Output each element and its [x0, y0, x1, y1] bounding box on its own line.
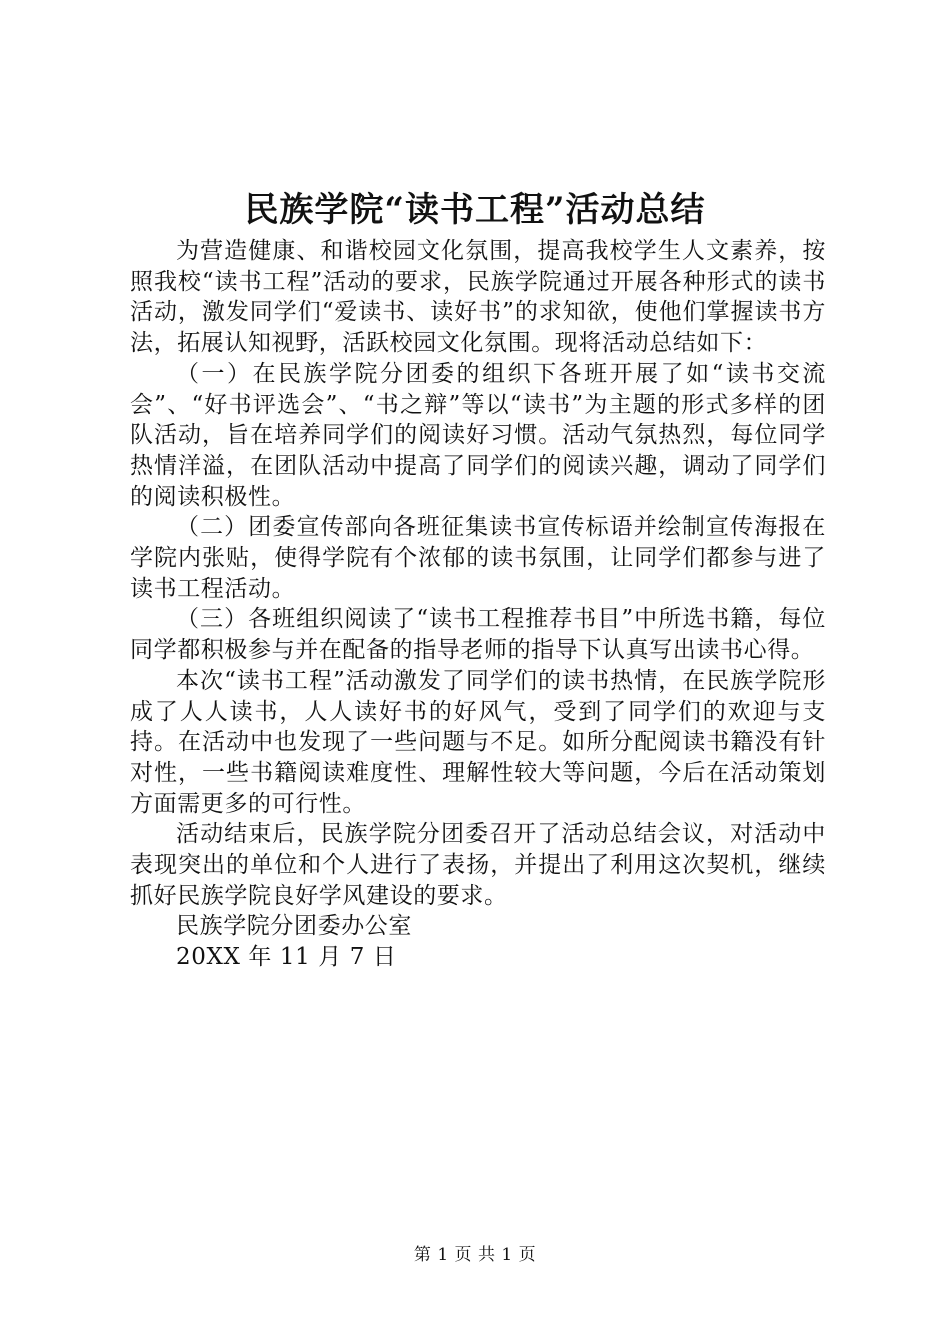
paragraph-item-2: （二）团委宣传部向各班征集读书宣传标语并绘制宣传海报在学院内张贴，使得学院有个浓郁的读书氛围，让同学们都参与进了读书工程活动。: [130, 514, 826, 602]
paragraph-item-3: （三）各班组织阅读了“读书工程推荐书目”中所选书籍，每位同学都积极参与并在配备的指导老师的指导下认真写出读书心得。: [130, 606, 826, 664]
page-number-footer: 第 1 页 共 1 页: [413, 1245, 537, 1265]
paragraph-closing: 活动结束后，民族学院分团委召开了活动总结会议，对活动中表现突出的单位和个人进行了表扬，并提出了利用这次契机，继续抓好民族学院良好学风建设的要求。: [130, 821, 826, 909]
signature-office: 民族学院分团委办公室: [176, 913, 412, 940]
paragraph-item-1: （一）在民族学院分团委的组织下各班开展了如“读书交流会”、“好书评选会”、“书之辩”等以“读书”为主题的形式多样的团队活动，旨在培养同学们的阅读好习惯。活动气氛热烈，每位同学热情洋溢，在团队活动中提高了同学们的阅读兴趣，调动了同学们的阅读积极性。: [130, 360, 826, 510]
paragraph-summary: 本次“读书工程”活动激发了同学们的读书热情，在民族学院形成了人人读书，人人读好书的好风气，受到了同学们的欢迎与支持。在活动中也发现了一些问题与不足。如所分配阅读书籍没有针对性，一些书籍阅读难度性、理解性较大等问题，今后在活动策划方面需更多的可行性。: [130, 667, 826, 817]
signature-date: 20XX 年 11 月 7 日: [176, 944, 397, 971]
document-body: [130, 236, 826, 973]
document-title: 民族学院“读书工程”活动总结: [244, 190, 706, 230]
paragraph-intro: 为营造健康、和谐校园文化氛围，提高我校学生人文素养，按照我校“读书工程”活动的要求，民族学院通过开展各种形式的读书活动，激发同学们“爱读书、读好书”的求知欲，使他们掌握读书方法，拓展认知视野，活跃校园文化氛围。现将活动总结如下：: [130, 238, 826, 357]
